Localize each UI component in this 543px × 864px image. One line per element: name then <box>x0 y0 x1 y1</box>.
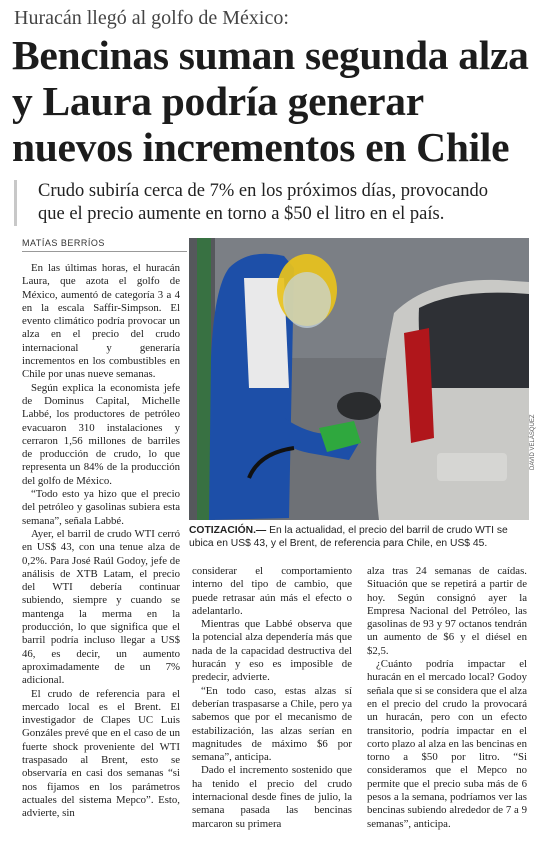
article-column-2 <box>192 565 352 831</box>
paragraph: alza tras 24 semanas de caídas. Situación que se repetirá a partir de hoy. Según consignó ayer la Empresa Nacional del Petróleo, las gasolinas de 93 y 97 octanos tendrán un aumento de $6 y el diésel en $2,5. <box>367 565 527 657</box>
paragraph: El crudo de referencia para el mercado local es el Brent. El investigador de Clapes UC Luis Gonzáles prevé que en el caso de un fuerte shock proveniente del WTI traspasado al Brent, esto se observaría en casi dos semanas “si nos fijamos en los parámetros actuales del sistema Mepco”. Esto, advierte, sin <box>22 687 180 820</box>
article-photo <box>189 238 529 520</box>
headline-line-2: y Laura podría generar <box>12 78 424 124</box>
byline: MATÍAS BERRÍOS <box>22 238 105 248</box>
headline-line-3: nuevos incrementos en Chile <box>12 124 510 170</box>
subhead-line-1: Crudo subiría cerca de 7% en los próximos días, provocando <box>38 181 489 201</box>
paragraph: “Todo esto ya hizo que el precio del petróleo y gasolinas subiera esta semana”, señala Labbé. <box>22 488 180 527</box>
paragraph: ¿Cuánto podría impactar el huracán en el mercado local? Godoy señala que si se considera que el alza en el precio del crudo la provocará un huracán, pero con un efecto transitorio, podría impactar en el corto plazo al alza en las bencinas en torno a $50 por litro. “Si consideramos que el Mepco no permite que el precio suba más de 6 pesos a la semana, podríamos ver las bencinas subiendo alrededor de 7 a 9 semanas”, anticipa. <box>367 658 527 830</box>
paragraph: “En todo caso, estas alzas sí deberían traspasarse a Chile, pero ya sabemos que por el mecanismo de estabilización, las alzas serían en magnitudes de máximo $6 por semana”, anticipa. <box>192 684 352 764</box>
paragraph: En las últimas horas, el huracán Laura, que azota el golfo de México, aumentó de categoría 3 a 4 en la escala Saffir-Simpson. El evento climático podría provocar un alza en el precio del crudo internacional y generaría incrementos en los combustibles en Chile por unas nueve semanas. <box>22 262 180 381</box>
subhead-bar <box>14 180 17 226</box>
paragraph: Dado el incremento sostenido que ha tenido el precio del crudo internacional desde fines de julio, la semana pasada las bencinas marcaron su primera <box>192 764 352 830</box>
headline <box>12 32 537 170</box>
paragraph: Ayer, el barril de crudo WTI cerró en US$ 43, con una tenue alza de 0,2%. Para José Raúl Godoy, jefe de análisis de XTB Latam, el precio del WTI debería continuar subiendo, siempre y cuando se mantenga la merma en la producción, lo que significa que el barril podría incluso llegar a US$ 46, es decir, un aumento aproximadamente de un 7% adicional. <box>22 527 180 687</box>
photo-credit: DAVID VELÁSQUEZ <box>530 414 536 470</box>
caption-label: COTIZACIÓN.— <box>189 525 267 536</box>
kicker: Huracán llegó al golfo de México: <box>14 7 289 29</box>
article-column-3 <box>367 565 527 831</box>
article-column-1 <box>22 262 180 820</box>
subhead <box>38 180 538 226</box>
headline-line-1: Bencinas suman segunda alza <box>12 32 529 78</box>
paragraph: Mientras que Labbé observa que la potencial alza dependería más que nada de la capacidad destructiva del huracán y eso es imposible de predecir, advierte. <box>192 618 352 684</box>
photo-illustration <box>189 238 529 520</box>
paragraph: considerar el comportamiento interno del tipo de cambio, que puede retrasar aún más el efecto o adelantarlo. <box>192 565 352 617</box>
paragraph: Según explica la economista jefe de Dominus Capital, Michelle Labbé, los productores de petróleo evacuaron 310 instalaciones y cerraron 1,56 millones de barriles de producción de crudo, lo que representa un 84% de la producción del golfo de México. <box>22 381 180 487</box>
byline-rule <box>22 251 187 252</box>
photo-caption <box>189 524 529 550</box>
caption-text: En la actualidad, el precio del barril de crudo WTI se ubica en US$ 43, y el Brent, de referencia para Chile, en US$ 45. <box>189 525 508 549</box>
subhead-line-2: que el precio aumente en torno a $50 el litro en el país. <box>38 204 445 224</box>
